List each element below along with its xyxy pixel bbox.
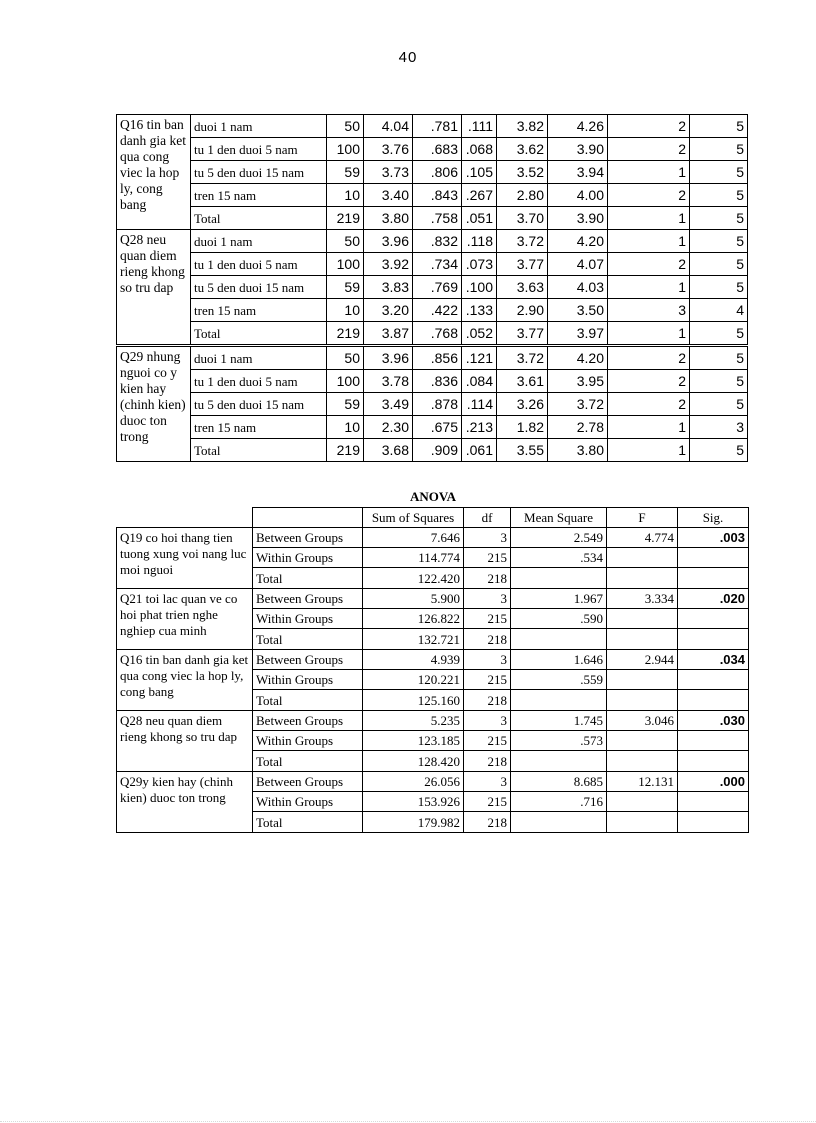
stat-upper: 4.07 — [548, 253, 608, 276]
anova-ss: 179.982 — [363, 812, 464, 833]
group-label: tu 1 den duoi 5 nam — [191, 370, 327, 393]
stat-upper: 3.94 — [548, 161, 608, 184]
stat-lower: 3.26 — [497, 393, 548, 416]
anova-df: 218 — [464, 812, 511, 833]
anova-ss: 4.939 — [363, 650, 464, 670]
anova-sig: .020 — [678, 589, 749, 609]
anova-df: 3 — [464, 650, 511, 670]
stat-sd: .768 — [413, 322, 462, 346]
anova-sig — [678, 731, 749, 751]
anova-ss: 7.646 — [363, 528, 464, 548]
stat-mean: 3.87 — [364, 322, 413, 346]
group-label: duoi 1 nam — [191, 346, 327, 370]
anova-source: Within Groups — [253, 548, 363, 568]
anova-df: 218 — [464, 568, 511, 589]
stat-mean: 3.96 — [364, 230, 413, 253]
anova-ss: 132.721 — [363, 629, 464, 650]
anova-ms — [511, 568, 607, 589]
anova-ss: 126.822 — [363, 609, 464, 629]
descriptives-row — [117, 393, 748, 416]
anova-source: Between Groups — [253, 528, 363, 548]
descriptives-row — [117, 370, 748, 393]
anova-source: Between Groups — [253, 772, 363, 792]
stat-se: .213 — [462, 416, 497, 439]
stat-lower: 3.70 — [497, 207, 548, 230]
anova-df: 3 — [464, 589, 511, 609]
stat-max: 5 — [690, 370, 748, 393]
stat-max: 4 — [690, 299, 748, 322]
descriptives-row — [117, 207, 748, 230]
anova-header-f: F — [607, 508, 678, 528]
group-label: Total — [191, 322, 327, 346]
anova-df: 215 — [464, 548, 511, 568]
stat-lower: 3.52 — [497, 161, 548, 184]
stat-max: 5 — [690, 393, 748, 416]
stat-mean: 3.73 — [364, 161, 413, 184]
anova-variable-label: Q28 neu quan diem rieng khong so tru dap — [117, 711, 253, 772]
anova-ms: 1.745 — [511, 711, 607, 731]
stat-sd: .675 — [413, 416, 462, 439]
anova-f — [607, 670, 678, 690]
stat-se: .114 — [462, 393, 497, 416]
stat-upper: 4.03 — [548, 276, 608, 299]
stat-se: .118 — [462, 230, 497, 253]
stat-upper: 3.97 — [548, 322, 608, 346]
group-label: tu 5 den duoi 15 nam — [191, 161, 327, 184]
stat-n: 50 — [327, 346, 364, 370]
descriptives-row — [117, 184, 748, 207]
stat-lower: 3.77 — [497, 322, 548, 346]
anova-row — [117, 528, 749, 548]
stat-sd: .422 — [413, 299, 462, 322]
anova-variable-label: Q21 toi lac quan ve co hoi phat trien nghe nghiep cua minh — [117, 589, 253, 650]
anova-df: 218 — [464, 690, 511, 711]
stat-lower: 3.62 — [497, 138, 548, 161]
stat-upper: 2.78 — [548, 416, 608, 439]
anova-f: 2.944 — [607, 650, 678, 670]
anova-row — [117, 650, 749, 670]
anova-ss: 153.926 — [363, 792, 464, 812]
stat-upper: 3.72 — [548, 393, 608, 416]
stat-se: .051 — [462, 207, 497, 230]
descriptives-row — [117, 299, 748, 322]
anova-f — [607, 690, 678, 711]
anova-ms: .559 — [511, 670, 607, 690]
anova-ms: 8.685 — [511, 772, 607, 792]
anova-f — [607, 629, 678, 650]
stat-mean: 3.83 — [364, 276, 413, 299]
anova-sig — [678, 609, 749, 629]
stat-lower: 1.82 — [497, 416, 548, 439]
stat-sd: .843 — [413, 184, 462, 207]
stat-sd: .806 — [413, 161, 462, 184]
stat-lower: 3.55 — [497, 439, 548, 462]
stat-mean: 3.40 — [364, 184, 413, 207]
anova-header-cell — [117, 508, 253, 528]
anova-ss: 125.160 — [363, 690, 464, 711]
question-label: Q28 neu quan diem rieng khong so tru dap — [117, 230, 191, 346]
anova-df: 215 — [464, 609, 511, 629]
group-label: tren 15 nam — [191, 184, 327, 207]
stat-max: 5 — [690, 161, 748, 184]
stat-max: 3 — [690, 416, 748, 439]
anova-f — [607, 548, 678, 568]
group-label: tu 1 den duoi 5 nam — [191, 138, 327, 161]
anova-sig — [678, 690, 749, 711]
stat-lower: 3.77 — [497, 253, 548, 276]
stat-n: 10 — [327, 416, 364, 439]
stat-sd: .769 — [413, 276, 462, 299]
anova-df: 218 — [464, 751, 511, 772]
page-bottom-divider — [0, 1121, 816, 1122]
stat-lower: 3.61 — [497, 370, 548, 393]
stat-upper: 4.20 — [548, 230, 608, 253]
anova-source: Between Groups — [253, 650, 363, 670]
anova-header-row — [117, 508, 749, 528]
stat-min: 1 — [608, 276, 690, 299]
question-label: Q16 tin ban danh gia ket qua cong viec la hop ly, cong bang — [117, 115, 191, 230]
stat-min: 1 — [608, 322, 690, 346]
stat-n: 100 — [327, 138, 364, 161]
stat-upper: 4.00 — [548, 184, 608, 207]
anova-f — [607, 568, 678, 589]
group-label: tren 15 nam — [191, 299, 327, 322]
stat-n: 50 — [327, 115, 364, 138]
anova-sig — [678, 670, 749, 690]
anova-ss: 26.056 — [363, 772, 464, 792]
anova-source: Within Groups — [253, 731, 363, 751]
stat-lower: 2.80 — [497, 184, 548, 207]
anova-ms: 2.549 — [511, 528, 607, 548]
group-label: tu 5 den duoi 15 nam — [191, 276, 327, 299]
stat-min: 1 — [608, 439, 690, 462]
group-label: tu 5 den duoi 15 nam — [191, 393, 327, 416]
anova-f: 3.334 — [607, 589, 678, 609]
anova-ss: 123.185 — [363, 731, 464, 751]
stat-max: 5 — [690, 138, 748, 161]
stat-mean: 2.30 — [364, 416, 413, 439]
stat-sd: .836 — [413, 370, 462, 393]
anova-variable-label: Q19 co hoi thang tien tuong xung voi nang luc moi nguoi — [117, 528, 253, 589]
stat-mean: 3.68 — [364, 439, 413, 462]
descriptives-row — [117, 138, 748, 161]
anova-ss: 5.900 — [363, 589, 464, 609]
stat-upper: 4.26 — [548, 115, 608, 138]
anova-f — [607, 731, 678, 751]
anova-sig — [678, 792, 749, 812]
anova-source: Between Groups — [253, 711, 363, 731]
stat-se: .068 — [462, 138, 497, 161]
stat-min: 1 — [608, 230, 690, 253]
anova-ms: .716 — [511, 792, 607, 812]
anova-row — [117, 772, 749, 792]
anova-ms: .534 — [511, 548, 607, 568]
anova-ss: 128.420 — [363, 751, 464, 772]
anova-source: Total — [253, 690, 363, 711]
anova-ms: 1.646 — [511, 650, 607, 670]
stat-mean: 4.04 — [364, 115, 413, 138]
stat-n: 59 — [327, 276, 364, 299]
anova-ms — [511, 690, 607, 711]
anova-f: 12.131 — [607, 772, 678, 792]
stat-lower: 3.72 — [497, 230, 548, 253]
group-label: tren 15 nam — [191, 416, 327, 439]
stat-n: 219 — [327, 207, 364, 230]
stat-upper: 3.95 — [548, 370, 608, 393]
anova-sig — [678, 548, 749, 568]
stat-max: 5 — [690, 253, 748, 276]
stat-n: 10 — [327, 184, 364, 207]
group-label: Total — [191, 207, 327, 230]
anova-df: 215 — [464, 792, 511, 812]
stat-max: 5 — [690, 184, 748, 207]
stat-se: .121 — [462, 346, 497, 370]
anova-sig — [678, 812, 749, 833]
anova-header-sig: Sig. — [678, 508, 749, 528]
stat-upper: 3.90 — [548, 138, 608, 161]
stat-min: 2 — [608, 253, 690, 276]
stat-n: 100 — [327, 370, 364, 393]
group-label: duoi 1 nam — [191, 115, 327, 138]
stat-max: 5 — [690, 322, 748, 346]
anova-source: Total — [253, 568, 363, 589]
anova-ss: 122.420 — [363, 568, 464, 589]
stat-max: 5 — [690, 276, 748, 299]
stat-se: .061 — [462, 439, 497, 462]
anova-ms: .590 — [511, 609, 607, 629]
stat-lower: 3.63 — [497, 276, 548, 299]
stat-mean: 3.92 — [364, 253, 413, 276]
stat-sd: .734 — [413, 253, 462, 276]
stat-mean: 3.20 — [364, 299, 413, 322]
stat-min: 3 — [608, 299, 690, 322]
anova-body — [117, 528, 749, 833]
stat-sd: .856 — [413, 346, 462, 370]
anova-ms — [511, 629, 607, 650]
anova-f: 4.774 — [607, 528, 678, 548]
descriptives-row — [117, 161, 748, 184]
stat-lower: 2.90 — [497, 299, 548, 322]
anova-header-sum-of-squares: Sum of Squares — [363, 508, 464, 528]
stat-max: 5 — [690, 439, 748, 462]
stat-mean: 3.80 — [364, 207, 413, 230]
stat-n: 100 — [327, 253, 364, 276]
stat-upper: 4.20 — [548, 346, 608, 370]
stat-se: .052 — [462, 322, 497, 346]
descriptives-row — [117, 230, 748, 253]
anova-row — [117, 711, 749, 731]
descriptives-row — [117, 416, 748, 439]
anova-sig: .030 — [678, 711, 749, 731]
stat-min: 2 — [608, 370, 690, 393]
stat-se: .133 — [462, 299, 497, 322]
anova-header-cell — [253, 508, 363, 528]
stat-sd: .832 — [413, 230, 462, 253]
stat-se: .100 — [462, 276, 497, 299]
stat-se: .073 — [462, 253, 497, 276]
stat-se: .111 — [462, 115, 497, 138]
page-number: 40 — [398, 49, 418, 66]
anova-title: ANOVA — [410, 489, 456, 504]
stat-sd: .781 — [413, 115, 462, 138]
anova-f: 3.046 — [607, 711, 678, 731]
anova-source: Within Groups — [253, 670, 363, 690]
anova-ms: .573 — [511, 731, 607, 751]
anova-source: Total — [253, 629, 363, 650]
anova-df: 215 — [464, 670, 511, 690]
descriptives-block — [117, 115, 748, 230]
stat-min: 2 — [608, 393, 690, 416]
anova-f — [607, 792, 678, 812]
descriptives-table — [116, 114, 748, 462]
descriptives-row — [117, 346, 748, 370]
stat-min: 1 — [608, 161, 690, 184]
anova-sig: .034 — [678, 650, 749, 670]
anova-f — [607, 812, 678, 833]
stat-min: 2 — [608, 115, 690, 138]
anova-source: Between Groups — [253, 589, 363, 609]
anova-variable-label: Q29y kien hay (chinh kien) duoc ton trong — [117, 772, 253, 833]
anova-ss: 114.774 — [363, 548, 464, 568]
stat-sd: .683 — [413, 138, 462, 161]
stat-max: 5 — [690, 346, 748, 370]
stat-se: .267 — [462, 184, 497, 207]
anova-ms: 1.967 — [511, 589, 607, 609]
anova-ss: 120.221 — [363, 670, 464, 690]
stat-min: 1 — [608, 207, 690, 230]
stat-n: 59 — [327, 393, 364, 416]
stat-n: 219 — [327, 439, 364, 462]
stat-min: 2 — [608, 184, 690, 207]
stat-upper: 3.80 — [548, 439, 608, 462]
anova-variable-label: Q16 tin ban danh gia ket qua cong viec la hop ly, cong bang — [117, 650, 253, 711]
stat-max: 5 — [690, 230, 748, 253]
anova-ms — [511, 751, 607, 772]
stat-n: 59 — [327, 161, 364, 184]
anova-f — [607, 751, 678, 772]
stat-n: 50 — [327, 230, 364, 253]
anova-df: 215 — [464, 731, 511, 751]
anova-sig — [678, 568, 749, 589]
stat-n: 10 — [327, 299, 364, 322]
stat-mean: 3.96 — [364, 346, 413, 370]
stat-lower: 3.72 — [497, 346, 548, 370]
stat-sd: .909 — [413, 439, 462, 462]
stat-min: 2 — [608, 346, 690, 370]
anova-ss: 5.235 — [363, 711, 464, 731]
stat-n: 219 — [327, 322, 364, 346]
anova-table — [116, 507, 749, 833]
descriptives-block — [117, 346, 748, 462]
question-label: Q29 nhung nguoi co y kien hay (chinh kien) duoc ton trong — [117, 346, 191, 462]
descriptives-row — [117, 115, 748, 138]
anova-df: 3 — [464, 711, 511, 731]
anova-sig — [678, 751, 749, 772]
anova-source: Total — [253, 751, 363, 772]
anova-sig — [678, 629, 749, 650]
stat-upper: 3.90 — [548, 207, 608, 230]
anova-ms — [511, 812, 607, 833]
anova-df: 3 — [464, 772, 511, 792]
stat-sd: .758 — [413, 207, 462, 230]
stat-min: 2 — [608, 138, 690, 161]
anova-header-df: df — [464, 508, 511, 528]
anova-row — [117, 589, 749, 609]
anova-sig: .000 — [678, 772, 749, 792]
stat-lower: 3.82 — [497, 115, 548, 138]
stat-max: 5 — [690, 207, 748, 230]
anova-df: 218 — [464, 629, 511, 650]
anova-df: 3 — [464, 528, 511, 548]
anova-source: Total — [253, 812, 363, 833]
anova-header-mean-square: Mean Square — [511, 508, 607, 528]
descriptives-block — [117, 230, 748, 346]
stat-max: 5 — [690, 115, 748, 138]
anova-f — [607, 609, 678, 629]
stat-sd: .878 — [413, 393, 462, 416]
anova-source: Within Groups — [253, 609, 363, 629]
anova-sig: .003 — [678, 528, 749, 548]
group-label: duoi 1 nam — [191, 230, 327, 253]
stat-mean: 3.78 — [364, 370, 413, 393]
group-label: Total — [191, 439, 327, 462]
stat-min: 1 — [608, 416, 690, 439]
stat-mean: 3.49 — [364, 393, 413, 416]
anova-source: Within Groups — [253, 792, 363, 812]
group-label: tu 1 den duoi 5 nam — [191, 253, 327, 276]
stat-se: .105 — [462, 161, 497, 184]
stat-se: .084 — [462, 370, 497, 393]
descriptives-row — [117, 322, 748, 346]
descriptives-row — [117, 439, 748, 462]
stat-mean: 3.76 — [364, 138, 413, 161]
stat-upper: 3.50 — [548, 299, 608, 322]
descriptives-row — [117, 253, 748, 276]
descriptives-row — [117, 276, 748, 299]
